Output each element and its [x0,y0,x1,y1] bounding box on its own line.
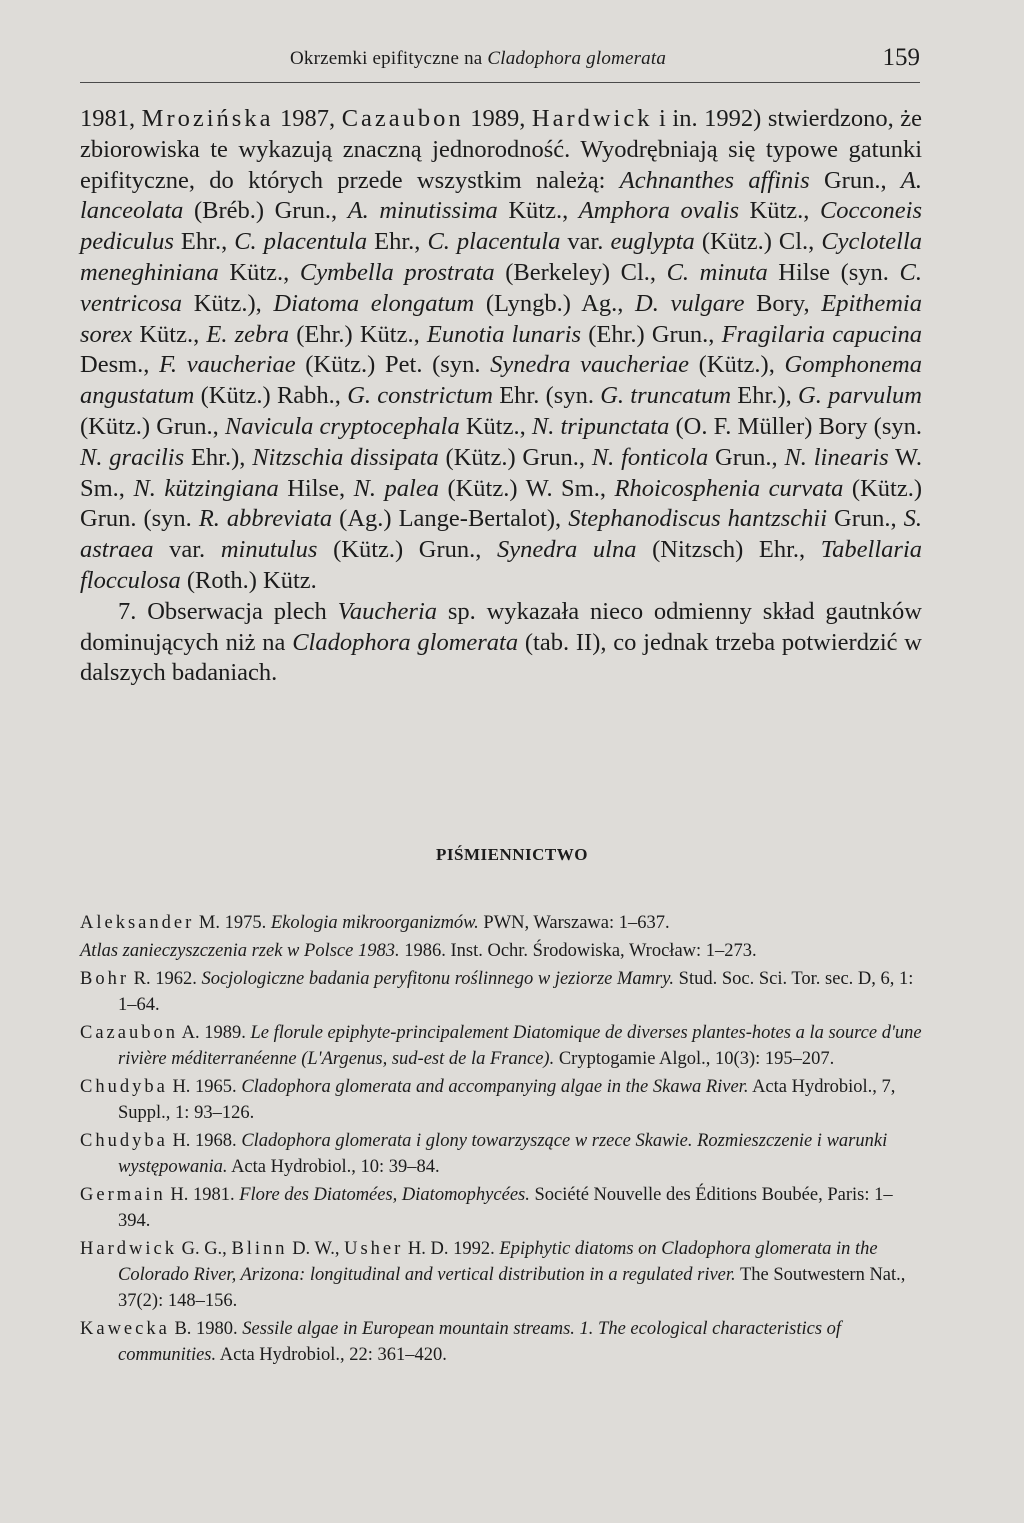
references-heading: PIŚMIENNICTWO [436,845,588,864]
reference-entry [80,1074,922,1126]
text-run: H. 1968. [167,1131,242,1151]
text-run: (Kütz.) Rabh., [194,382,348,410]
body-text [80,104,922,689]
text-run: Hilse, [278,474,354,502]
text-run: (Kütz.) Pet. (syn. [295,351,491,379]
text-run: var. [560,228,611,256]
text-run: Kütz., [132,320,207,348]
author-name: Kawecka [80,1319,170,1339]
running-header [80,44,920,84]
text-run: Ehr., [173,228,235,256]
italic-text: A. lanceolata [80,166,922,225]
text-run: Cryptogamie Algol., 10(3): 195–207. [554,1049,835,1069]
italic-text: A. minutissima [347,197,498,225]
text-run: Ehr.), [731,382,798,410]
italic-text: N. linearis [784,443,889,471]
italic-text: Navicula cryptocephala [224,412,460,440]
italic-text: N. gracilis [80,443,185,471]
italic-text: S. astraea [80,505,923,564]
text-run: 1989, [463,105,532,132]
text-run: sp. wykazała nieco odmienny skład gautnków dominujących niż na [80,597,922,656]
text-run: Grun., [827,505,904,533]
text-run: 1981, [80,105,142,132]
reference-entry [80,1236,922,1314]
text-run: (Kütz.) Grun. (syn. [80,474,922,533]
text-run: (Kütz.) Grun., [80,412,225,440]
text-run: Ehr. (syn. [492,382,601,410]
text-run: 1987, [273,105,342,132]
author-name: Blinn [231,1239,288,1259]
text-run: (Berkeley) Cl., [494,258,667,286]
italic-text: E. zebra [206,320,290,348]
text-run: Kütz.), [182,289,274,317]
reference-entry [80,966,922,1018]
text-run: i in. 1992) stwierdzono, że zbiorowiska te wykazują znaczną jednorodność. Wyodrębniają się typowe gatunki epifityczne, do których przede wszystkim należą: [80,105,922,194]
text-run: (Kütz.) W. Sm., [438,474,615,502]
text-run: (Kütz.) Grun., [317,536,498,564]
text-run: Acta Hydrobiol., 7, Suppl., 1: 93–126. [118,1077,896,1123]
text-run: Ehr.), [184,443,253,471]
author-name: Aleksander [80,913,195,933]
italic-text: C. minuta [666,258,768,286]
text-run: (Ehr.) Kütz., [289,320,427,348]
italic-text: N. fonticola [591,443,709,471]
text-run: PWN, Warszawa: 1–637. [478,913,670,933]
italic-text: Stephanodiscus hantzschii [568,505,827,533]
italic-text: Diatoma elongatum [273,289,475,317]
author-name: Mrozińska [141,105,274,132]
reference-entry [80,1020,922,1072]
text-run: (Lyngb.) Ag., [474,289,636,317]
italic-text: C. ventricosa [80,258,922,317]
text-run: M. 1975. [194,913,271,933]
text-run: Stud. Soc. Sci. Tor. sec. D, 6, 1: 1–64. [118,969,914,1015]
text-run: (tab. II), co jednak trzeba potwierdzić w dalszych badaniach. [80,628,922,687]
italic-text: Sessile algae in European mountain streams. 1. The ecological characteristics of communities. [118,1319,842,1365]
italic-text: Cymbella prostrata [299,258,495,286]
reference-entry [80,1128,922,1180]
italic-text: Amphora ovalis [578,197,739,225]
text-run: Kütz., [739,197,820,225]
text-run: H. D. 1992. [403,1239,500,1259]
author-name: Germain [80,1185,166,1205]
text-run: D. W., [287,1239,345,1259]
text-run: Hilse (syn. [767,258,900,286]
italic-text: Tabellaria flocculosa [80,536,923,594]
references-list [80,910,922,1370]
italic-text: Ekologia mikroorganizmów. [270,913,479,933]
author-name: Cazaubon [341,105,464,132]
text-run: 1986. Inst. Ochr. Środowiska, Wrocław: 1–273. [399,941,757,961]
author-name: Bohr [80,969,129,989]
text-run: The Soutwestern Nat., 37(2): 148–156. [118,1265,906,1311]
paragraph [80,104,922,597]
text-run: Desm., [80,351,160,379]
text-run: Kütz., [459,412,532,440]
italic-text: Eunotia lunaris [426,320,582,348]
text-run: W. Sm., [80,443,922,502]
text-run: var. [153,536,221,564]
paragraph [80,597,922,689]
text-run: H. 1965. [167,1077,242,1097]
reference-entry [80,938,922,964]
italic-text: Le florule epiphyte-principalement Diatomique de diverses plantes-hotes a la source d'une rivière méditerranéenne (L'Argenus, sud-est de la France). [118,1023,922,1069]
italic-text: Flore des Diatomées, Diatomophycées. [239,1185,530,1205]
text-run: (Nitzsch) Ehr., [636,536,821,564]
italic-text: C. placentula [427,228,561,256]
italic-text: Epithemia sorex [80,289,922,348]
italic-text: Rhoicosphenia curvata [614,474,844,502]
running-title-italic: Cladophora glomerata [487,48,667,69]
italic-text: Synedra ulna [497,536,637,564]
author-name: Chudyba [80,1131,168,1151]
text-run: (Kütz.) Cl., [694,228,822,256]
running-title [290,48,666,70]
italic-text: R. abbreviata [198,505,333,533]
text-run: (Ag.) Lange-Bertalot), [332,505,569,533]
italic-text: Atlas zanieczyszczenia rzek w Polsce 1983. [80,941,400,961]
text-run: R. 1962. [129,969,202,989]
italic-text: G. truncatum [600,382,732,410]
italic-text: Achnanthes affinis [619,166,810,194]
text-run: Grun., [809,166,901,194]
italic-text: euglypta [610,228,695,256]
italic-text: Cocconeis pediculus [80,197,923,256]
italic-text: Synedra vaucheriae [490,351,689,379]
text-run: H. 1981. [165,1185,240,1205]
text-run: G. G., [176,1239,232,1259]
author-name: Cazaubon [80,1023,178,1043]
header-rule [80,82,920,83]
text-run: Grun., [708,443,785,471]
text-run: Kütz., [497,197,579,225]
page-number: 159 [882,44,920,71]
text-run: A. 1989. [177,1023,251,1043]
text-run: (Kütz.) Grun., [438,443,592,471]
reference-entry [80,1182,922,1234]
author-name: Chudyba [80,1077,168,1097]
italic-text: Cyclotella meneghiniana [80,228,923,286]
author-name: Usher [344,1239,404,1259]
italic-text: G. constrictum [347,382,493,410]
italic-text: minutulus [220,536,318,564]
italic-text: Gomphonema angustatum [80,351,922,410]
author-name: Hardwick [531,105,653,132]
text-run: B. 1980. [169,1319,243,1339]
text-run: (Kütz.), [688,351,785,379]
text-run: (Ehr.) Grun., [581,320,722,348]
italic-text: G. parvulum [798,382,922,410]
italic-text: Nitzschia dissipata [252,443,439,471]
italic-text: C. placentula [234,228,368,256]
italic-text: N. palea [353,474,439,502]
italic-text: Epiphytic diatoms on Cladophora glomerata in the Colorado River, Arizona: longitudinal and vertical distribution in a regulated river. [118,1239,878,1285]
italic-text: Cladophora glomerata [292,628,519,656]
reference-entry [80,1316,922,1368]
italic-text: N. kützingiana [133,474,279,502]
italic-text: Fragilaria capucina [721,320,922,348]
italic-text: Vaucheria [337,597,438,625]
text-run: Société Nouvelle des Éditions Boubée, Paris: 1–394. [118,1185,893,1231]
text-run: Ehr., [367,228,428,256]
author-name: Hardwick [80,1239,177,1259]
italic-text: Cladophora glomerata and accompanying algae in the Skawa River. [241,1077,749,1097]
text-run: Bory, [744,289,822,317]
text-run: (Bréb.) Grun., [183,197,348,225]
text-run: 7. Obserwacja plech [118,597,338,625]
text-run: (Roth.) Kütz. [180,566,317,594]
text-run: (O. F. Müller) Bory (syn. [669,412,922,440]
reference-entry [80,910,922,936]
running-title-text: Okrzemki epifityczne na [290,48,488,69]
text-run: Kütz., [218,258,300,286]
italic-text: F. vaucheriae [159,351,296,379]
italic-text: N. tripunctata [531,412,670,440]
italic-text: D. vulgare [635,289,745,317]
text-run: Acta Hydrobiol., 10: 39–84. [227,1157,440,1177]
text-run: Acta Hydrobiol., 22: 361–420. [216,1345,447,1365]
italic-text: Socjologiczne badania peryfitonu roślinnego w jeziorze Mamry. [201,969,675,989]
italic-text: Cladophora glomerata i glony towarzyszące w rzece Skawie. Rozmieszczenie i warunki występowania. [118,1131,888,1177]
